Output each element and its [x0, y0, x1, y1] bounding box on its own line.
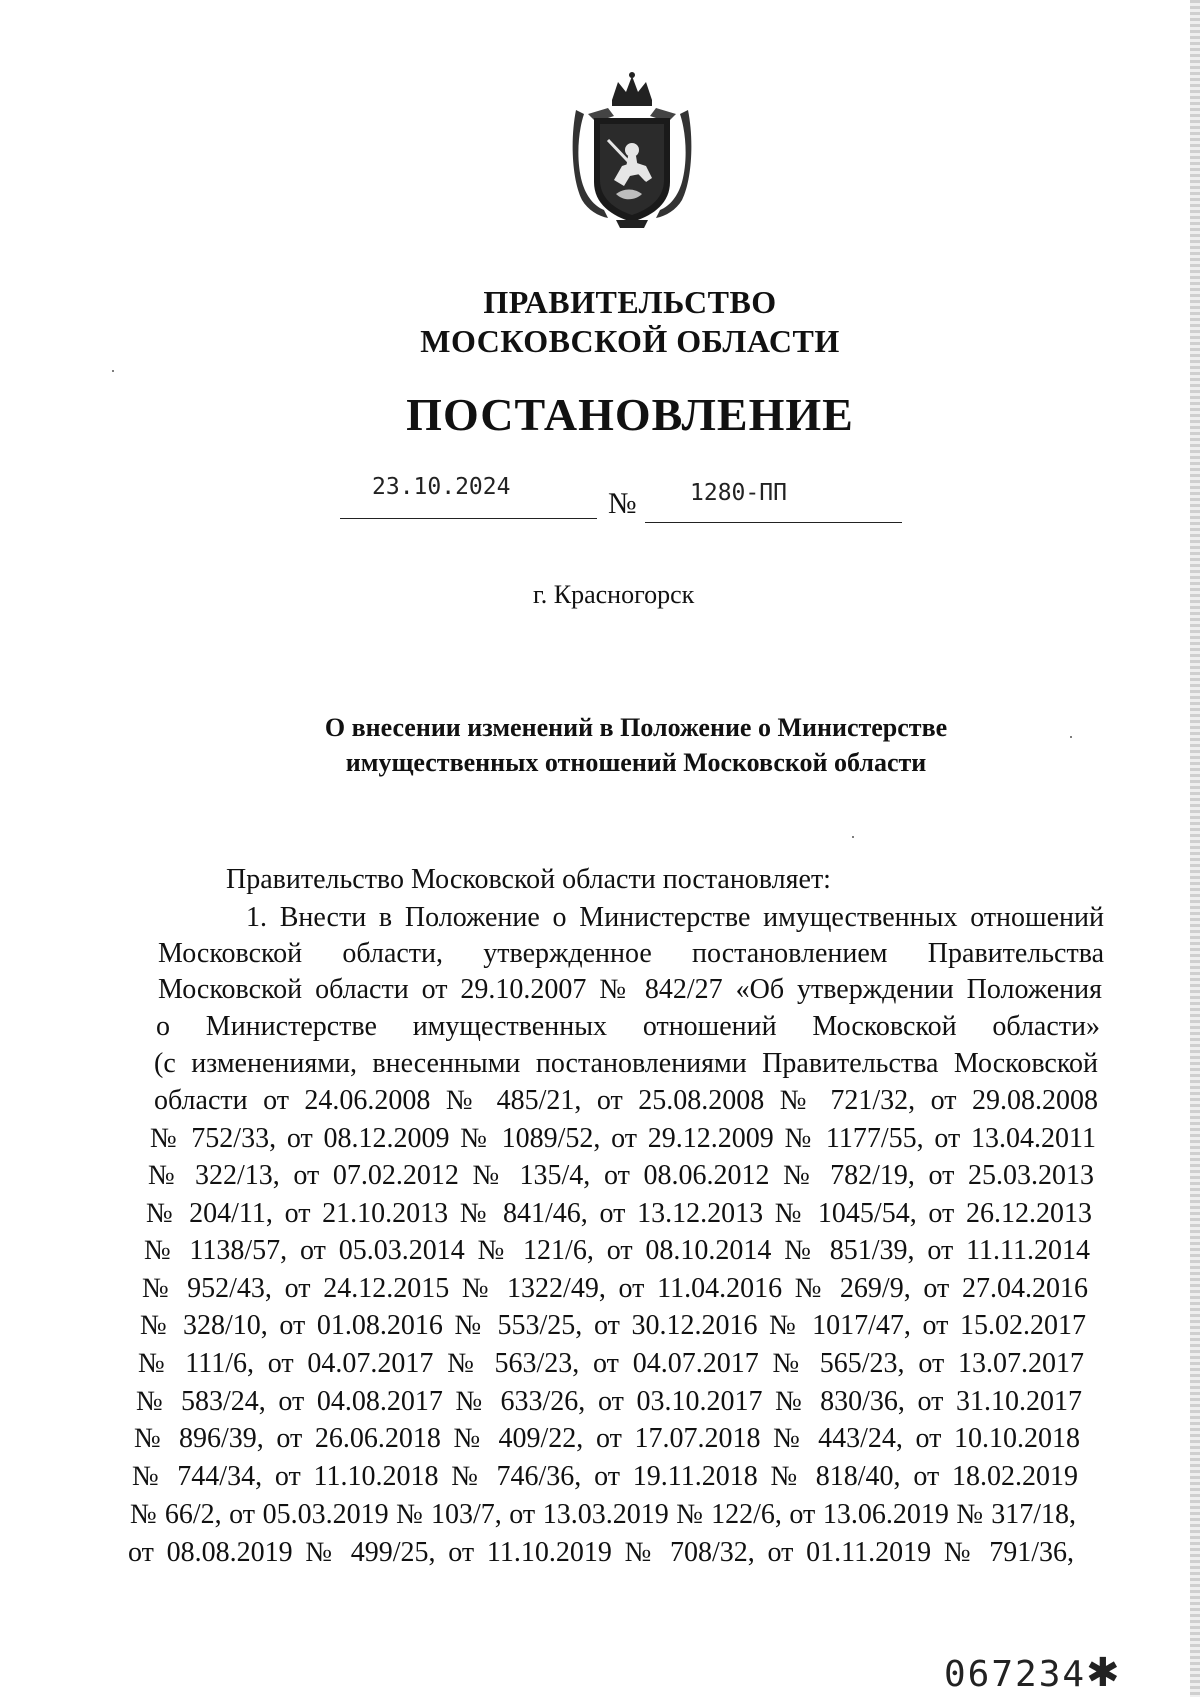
date-underline	[340, 518, 597, 519]
body-line: № 744/34, от 11.10.2018 № 746/36, от 19.11.2018 № 818/40, от 18.02.2019	[132, 1461, 1078, 1492]
scan-speck	[112, 370, 114, 372]
subject-line1: О внесении изменений в Положение о Министерстве	[324, 713, 948, 742]
body-line: № 583/24, от 04.08.2017 № 633/26, от 03.10.2017 № 830/36, от 31.10.2017	[136, 1386, 1082, 1417]
body-line: № 328/10, от 01.08.2016 № 553/25, от 30.12.2016 № 1017/47, от 15.02.2017	[140, 1310, 1086, 1341]
body-line: № 66/2, от 05.03.2019 № 103/7, от 13.03.2019 № 122/6, от 13.06.2019 № 317/18,	[130, 1499, 1076, 1530]
coat-of-arms-emblem	[568, 70, 696, 230]
body-line: № 1138/57, от 05.03.2014 № 121/6, от 08.10.2014 № 851/39, от 11.11.2014	[144, 1235, 1090, 1266]
body-line: № 322/13, от 07.02.2012 № 135/4, от 08.06.2012 № 782/19, от 25.03.2013	[148, 1160, 1094, 1191]
body-line: № 952/43, от 24.12.2015 № 1322/49, от 11.04.2016 № 269/9, от 27.04.2016	[142, 1273, 1088, 1304]
body-line: Московской области, утвержденное постановлением Правительства	[158, 938, 1104, 969]
body-line: № 752/33, от 08.12.2009 № 1089/52, от 29.12.2009 № 1177/55, от 13.04.2011	[150, 1123, 1096, 1154]
subject-line2: имущественных отношений Московской области	[345, 748, 927, 777]
number-underline	[645, 522, 902, 523]
document-city: г. Красногорск	[533, 580, 695, 609]
scan-speck	[1070, 736, 1072, 738]
footer-serial-code: 067234	[944, 1654, 1087, 1695]
body-line: (с изменениями, внесенными постановлениями Правительства Московской	[154, 1048, 1098, 1079]
scan-edge	[1190, 0, 1200, 1697]
scan-speck	[852, 836, 854, 838]
document-number: 1280-ПП	[690, 480, 787, 506]
body-line: о Министерстве имущественных отношений Московской области»	[156, 1011, 1100, 1042]
government-title-line2: МОСКОВСКОЙ ОБЛАСТИ	[420, 323, 840, 359]
body-line: № 111/6, от 04.07.2017 № 563/23, от 04.07.2017 № 565/23, от 13.07.2017	[138, 1348, 1084, 1379]
body-line: от 08.08.2019 № 499/25, от 11.10.2019 № 708/32, от 01.11.2019 № 791/36,	[128, 1537, 1074, 1568]
body-line: Московской области от 29.10.2007 № 842/27 «Об утверждении Положения	[158, 974, 1102, 1005]
body-line: области от 24.06.2008 № 485/21, от 25.08.2008 № 721/32, от 29.08.2008	[154, 1085, 1098, 1116]
body-line: 1. Внести в Положение о Министерстве имущественных отношений	[246, 902, 1104, 933]
number-sign: №	[608, 487, 637, 520]
body-line: № 896/39, от 26.06.2018 № 409/22, от 17.07.2018 № 443/24, от 10.10.2018	[134, 1423, 1080, 1454]
government-title-line1: ПРАВИТЕЛЬСТВО	[483, 284, 777, 320]
intro-paragraph: Правительство Московской области постановляет:	[226, 864, 831, 895]
document-date: 23.10.2024	[372, 474, 511, 500]
footer-star-mark: ✱	[1086, 1650, 1120, 1696]
document-type-title: ПОСТАНОВЛЕНИЕ	[406, 389, 854, 440]
body-line: № 204/11, от 21.10.2013 № 841/46, от 13.12.2013 № 1045/54, от 26.12.2013	[146, 1198, 1092, 1229]
